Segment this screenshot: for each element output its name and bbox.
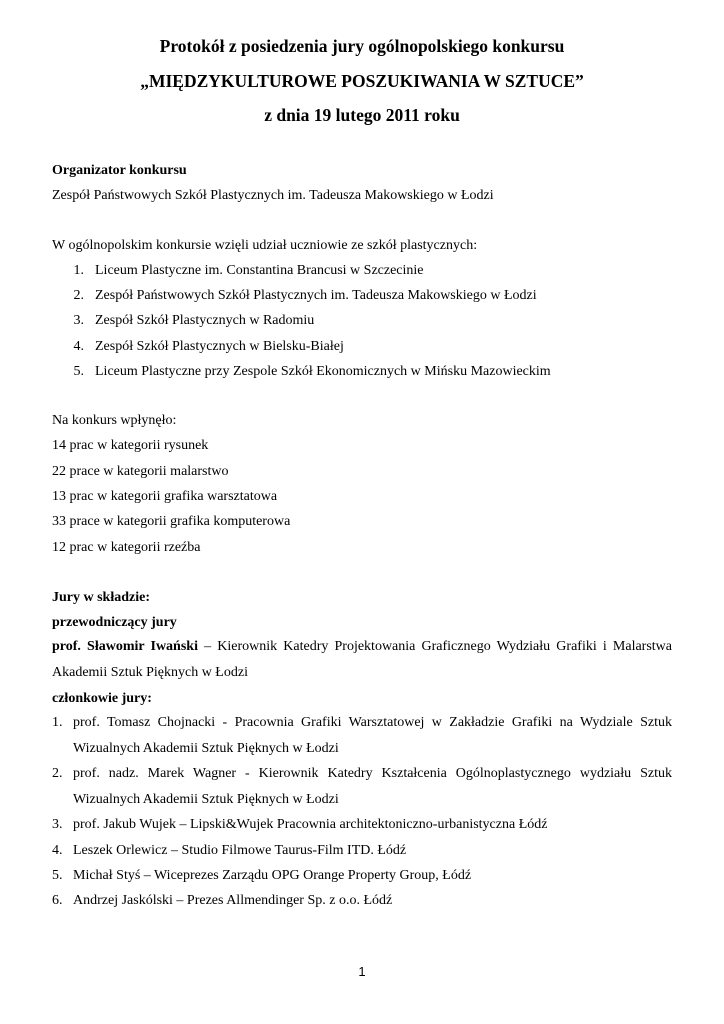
- jury-member-text: prof. Tomasz Chojnacki - Pracownia Grafiki Warsztatowej w Zakładzie Grafiki na Wydziale Sztuk Wizualnych Akademii Sztuk Pięknych w Łodzi: [73, 715, 672, 756]
- jury-chair-heading: przewodniczący jury: [52, 615, 177, 630]
- jury-member-text: prof. nadz. Marek Wagner - Kierownik Katedry Kształcenia Ogólnoplastycznego wydziału Sztuk Wizualnych Akademii Sztuk Pięknych w Łodzi: [73, 766, 672, 807]
- organizer-heading: Organizator konkursu: [52, 163, 187, 178]
- jury-members-heading: członkowie jury:: [52, 691, 152, 706]
- jury-member-number: 2.: [52, 766, 63, 781]
- school-item: Liceum Plastyczne im. Constantina Brancusi w Szczecinie: [95, 263, 424, 278]
- submission-item: 13 prac w kategorii grafika warsztatowa: [52, 489, 278, 504]
- jury-member-number: 1.: [52, 715, 63, 730]
- jury-member-number: 3.: [52, 817, 63, 832]
- submission-item: 14 prac w kategorii rysunek: [52, 438, 209, 453]
- school-item: Zespół Szkół Plastycznych w Bielsku-Białej: [95, 339, 344, 354]
- submission-item: 22 prace w kategorii malarstwo: [52, 464, 229, 479]
- jury-member: [52, 838, 672, 864]
- school-number: 2.: [73, 288, 84, 303]
- jury-member-number: 6.: [52, 893, 63, 908]
- school-item: Zespół Szkół Plastycznych w Radomiu: [95, 313, 315, 328]
- jury-heading: Jury w składzie:: [52, 590, 150, 605]
- submission-item: 12 prac w kategorii rzeźba: [52, 540, 201, 555]
- submission-item: 33 prace w kategorii grafika komputerowa: [52, 514, 291, 529]
- school-number: 5.: [73, 364, 84, 379]
- contest-name: „MIĘDZYKULTUROWE POSZUKIWANIA W SZTUCE”: [140, 71, 584, 91]
- jury-member-text: Leszek Orlewicz – Studio Filmowe Taurus-Film ITD. Łódź: [73, 843, 407, 858]
- jury-member: [52, 710, 672, 761]
- organizer-name: Zespół Państwowych Szkół Plastycznych im. Tadeusza Makowskiego w Łodzi: [52, 188, 494, 203]
- document-title: Protokół z posiedzenia jury ogólnopolskiego konkursu: [159, 36, 565, 56]
- jury-member-text: prof. Jakub Wujek – Lipski&Wujek Pracownia architektoniczno-urbanistyczna Łódź: [73, 817, 548, 832]
- school-number: 4.: [73, 339, 84, 354]
- jury-member: [52, 812, 672, 838]
- jury-member: [52, 863, 672, 889]
- page-number: 1: [358, 964, 366, 979]
- jury-member: [52, 888, 672, 914]
- jury-member-number: 5.: [52, 868, 63, 883]
- jury-member-number: 4.: [52, 843, 63, 858]
- school-item: Zespół Państwowych Szkół Plastycznych im. Tadeusza Makowskiego w Łodzi: [95, 288, 537, 303]
- jury-member-text: Andrzej Jaskólski – Prezes Allmendinger Sp. z o.o. Łódź: [73, 893, 393, 908]
- jury-chair-name: prof. Sławomir Iwański: [52, 639, 198, 654]
- school-item: Liceum Plastyczne przy Zespole Szkół Ekonomicznych w Mińsku Mazowieckim: [95, 364, 551, 379]
- jury-member-text: Michał Styś – Wiceprezes Zarządu OPG Orange Property Group, Łódź: [73, 868, 472, 883]
- meeting-date: z dnia 19 lutego 2011 roku: [264, 105, 460, 125]
- jury-chair-description: – Kierownik Katedry Projektowania Graficznego Wydziału Grafiki i Malarstwa Akademii Sztuk Pięknych w Łodzi: [52, 639, 672, 680]
- jury-chair: [52, 634, 672, 685]
- school-number: 1.: [73, 263, 84, 278]
- jury-member: [52, 761, 672, 812]
- schools-intro: W ogólnopolskim konkursie wzięli udział uczniowie ze szkół plastycznych:: [52, 238, 478, 253]
- submissions-intro: Na konkurs wpłynęło:: [52, 413, 177, 428]
- school-number: 3.: [73, 313, 84, 328]
